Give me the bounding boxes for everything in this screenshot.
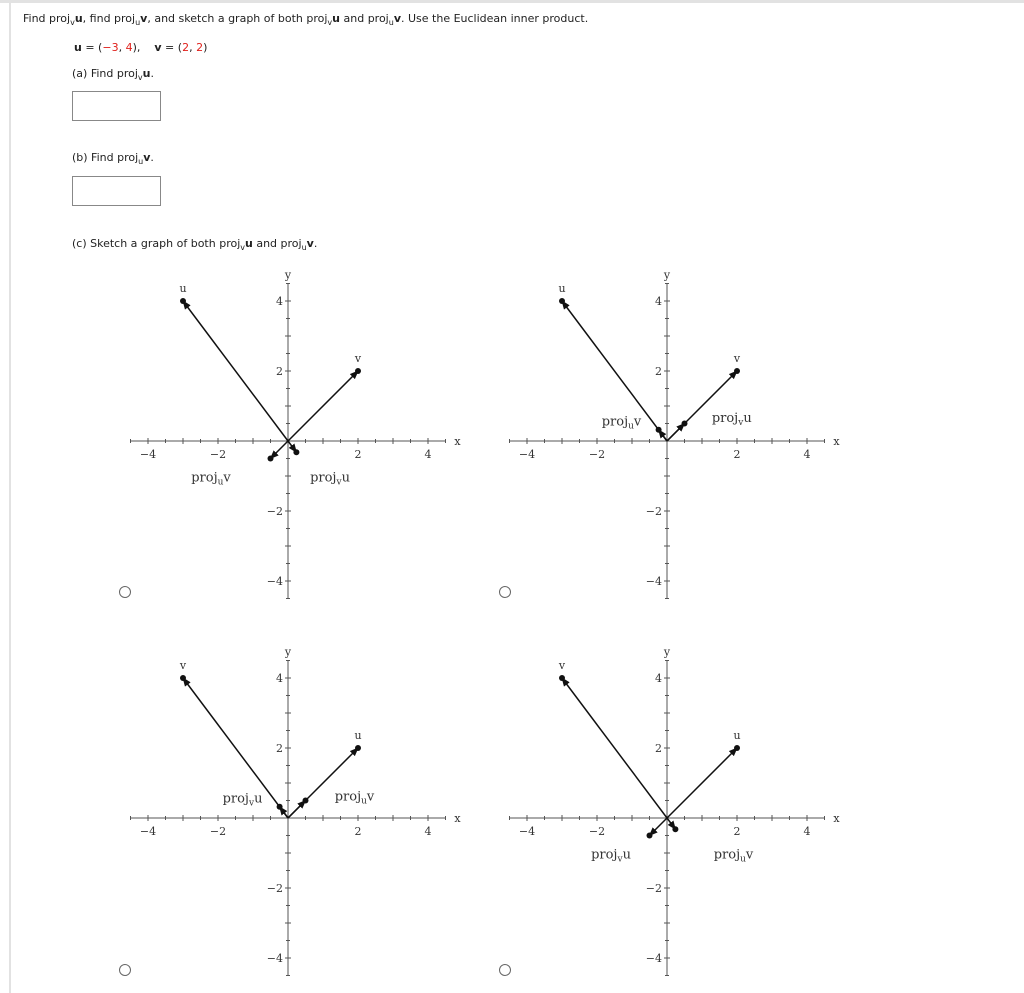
- vector-endpoint: [559, 675, 565, 681]
- y-axis-label: y: [284, 268, 292, 282]
- vec: u: [142, 67, 151, 80]
- y-tick-label: 4: [655, 672, 662, 685]
- vector-label: u: [733, 729, 741, 742]
- y-tick-label: 2: [276, 742, 283, 755]
- y-tick-label: 4: [655, 295, 662, 308]
- vector-u-line: [667, 748, 737, 818]
- q-vec: u: [74, 12, 83, 25]
- proj-sub: u: [740, 854, 746, 865]
- vector-endpoint: [180, 675, 186, 681]
- proj-base: proj: [334, 789, 362, 805]
- y-axis-label: y: [663, 268, 671, 282]
- proj-sub: v: [617, 854, 623, 865]
- x-tick-label: −4: [518, 448, 536, 461]
- vector-endpoint: [180, 298, 186, 304]
- proj-base: proj: [601, 414, 629, 430]
- vec: v: [143, 151, 151, 164]
- x-tick-label: −2: [588, 825, 606, 838]
- vector-v-line: [562, 678, 667, 818]
- eq: = (: [161, 41, 183, 54]
- proj-vec: u: [743, 410, 752, 426]
- vector-endpoint: [355, 368, 361, 374]
- v-label: v: [154, 41, 162, 54]
- x-tick-label: 4: [424, 448, 432, 461]
- text: (c) Sketch a graph of both proj: [72, 237, 241, 250]
- q-vec: v: [140, 12, 148, 25]
- vector-endpoint: [268, 456, 274, 462]
- y-tick-label: 2: [276, 365, 283, 378]
- graph-option-3: [120, 637, 480, 977]
- proj-base: proj: [713, 847, 741, 863]
- x-axis-label: x: [833, 435, 840, 448]
- proj-vec: v: [745, 847, 754, 863]
- y-tick-label: −2: [645, 505, 662, 518]
- y-axis-label: y: [284, 645, 292, 659]
- vector-endpoint: [734, 745, 740, 751]
- vector-endpoint: [293, 449, 299, 455]
- given-vectors: [74, 41, 207, 54]
- proj-vec: v: [223, 470, 231, 486]
- q-text: and proj: [340, 12, 389, 25]
- x-tick-label: 2: [354, 825, 362, 838]
- x-tick-label: 4: [803, 448, 811, 461]
- part-c-label: [72, 237, 317, 250]
- q-text: . Use the Euclidean inner product.: [401, 12, 589, 25]
- vector-plot: [499, 260, 859, 600]
- v-x: 2: [182, 41, 190, 54]
- v-y: 2: [196, 41, 204, 54]
- vector-plot: [120, 637, 480, 977]
- proj-base: proj: [310, 470, 337, 486]
- vector-label: v: [179, 659, 187, 672]
- y-axis-label: y: [663, 645, 671, 659]
- u-y: 4: [125, 41, 133, 54]
- sub: v: [240, 243, 245, 252]
- part-a-label: [72, 67, 154, 80]
- proj-sub: v: [336, 477, 342, 488]
- projection-label: [602, 414, 642, 431]
- x-tick-label: 4: [803, 825, 811, 838]
- projection-label: [712, 411, 752, 428]
- x-tick-label: 2: [733, 825, 741, 838]
- vector-endpoint: [656, 427, 662, 433]
- x-tick-label: −2: [209, 825, 227, 838]
- proj-vec: u: [622, 847, 631, 863]
- vector-plot: [120, 260, 480, 600]
- vector-u-line: [183, 301, 288, 441]
- x-axis-label: x: [454, 435, 461, 448]
- part-b-answer-input[interactable]: [72, 176, 161, 206]
- vector-endpoint: [277, 804, 283, 810]
- x-tick-label: 2: [354, 448, 362, 461]
- y-tick-label: 2: [655, 742, 662, 755]
- projection-label: [223, 791, 263, 808]
- radio-option-1[interactable]: [119, 586, 131, 598]
- q-vec: v: [393, 12, 401, 25]
- proj-vec: v: [366, 789, 375, 805]
- x-tick-label: −2: [588, 448, 606, 461]
- close: ): [203, 41, 208, 54]
- u-x: −3: [102, 41, 119, 54]
- vector-v-line: [288, 371, 358, 441]
- x-tick-label: 2: [733, 448, 741, 461]
- y-tick-label: −4: [266, 575, 283, 588]
- proj-sub: u: [217, 477, 224, 488]
- vector-projection-line: [667, 424, 685, 442]
- vector-label: u: [354, 729, 362, 742]
- projection-label: [591, 847, 631, 864]
- y-tick-label: 4: [276, 295, 283, 308]
- comma: ,: [189, 41, 197, 54]
- text: .: [313, 237, 318, 250]
- top-border: [0, 0, 1024, 3]
- y-tick-label: −4: [645, 952, 662, 965]
- graph-option-2: [499, 260, 859, 600]
- q-sub: v: [70, 18, 75, 27]
- x-tick-label: −4: [518, 825, 536, 838]
- q-sub: u: [388, 18, 394, 27]
- proj-base: proj: [222, 791, 249, 807]
- x-tick-label: −2: [209, 448, 227, 461]
- text: .: [150, 67, 154, 80]
- vector-endpoint: [734, 368, 740, 374]
- projection-label: [714, 847, 754, 864]
- comma: ,: [118, 41, 126, 54]
- q-vec: u: [332, 12, 340, 25]
- vector-label: u: [179, 282, 187, 295]
- vector-plot: [499, 637, 859, 977]
- proj-base: proj: [191, 470, 218, 486]
- vector-endpoint: [647, 833, 653, 839]
- vector-endpoint: [559, 298, 565, 304]
- vector-label: v: [558, 659, 566, 672]
- x-axis-label: x: [833, 812, 840, 825]
- vector-projection-line: [650, 818, 668, 836]
- left-border: [9, 3, 11, 993]
- proj-vec: u: [254, 791, 263, 807]
- part-a-answer-input[interactable]: [72, 91, 161, 121]
- vector-projection-line: [271, 441, 289, 459]
- vector-endpoint: [355, 745, 361, 751]
- projection-label: [191, 470, 231, 487]
- vector-label: v: [354, 352, 362, 365]
- y-tick-label: 4: [276, 672, 283, 685]
- q-sub: v: [327, 18, 333, 27]
- radio-option-3[interactable]: [119, 964, 131, 976]
- y-tick-label: −4: [266, 952, 283, 965]
- proj-base: proj: [711, 410, 739, 426]
- y-tick-label: −2: [266, 882, 283, 895]
- q-text: , find proj: [82, 12, 136, 25]
- proj-sub: u: [628, 421, 634, 432]
- vector-endpoint: [672, 826, 678, 832]
- vec: v: [306, 237, 314, 250]
- sub: u: [138, 157, 144, 166]
- proj-base: proj: [591, 847, 618, 863]
- text: and proj: [252, 237, 302, 250]
- q-text: , and sketch a graph of both proj: [147, 12, 328, 25]
- proj-sub: v: [738, 417, 744, 428]
- text: (b) Find proj: [72, 151, 139, 164]
- question-text: [23, 12, 588, 25]
- y-tick-label: −2: [266, 505, 283, 518]
- close: ),: [132, 41, 141, 54]
- graph-option-1: [120, 260, 480, 600]
- y-tick-label: −2: [645, 882, 662, 895]
- u-label: u: [74, 41, 82, 54]
- vector-label: v: [733, 352, 741, 365]
- projection-label: [335, 790, 375, 807]
- vec: u: [245, 237, 253, 250]
- sub: u: [301, 243, 307, 252]
- y-tick-label: 2: [655, 365, 662, 378]
- x-axis-label: x: [454, 812, 461, 825]
- text: .: [150, 151, 154, 164]
- radio-option-2[interactable]: [499, 586, 511, 598]
- q-sub: u: [135, 18, 141, 27]
- proj-sub: v: [248, 798, 255, 809]
- eq: = (: [81, 41, 103, 54]
- vector-projection-line: [288, 801, 306, 819]
- y-tick-label: −4: [645, 575, 662, 588]
- vector-endpoint: [682, 421, 688, 427]
- proj-sub: u: [361, 796, 367, 807]
- radio-option-4[interactable]: [499, 964, 511, 976]
- proj-vec: u: [341, 470, 350, 486]
- sub: v: [137, 73, 143, 82]
- vector-endpoint: [303, 798, 309, 804]
- part-b-label: [72, 151, 154, 164]
- vector-label: u: [558, 282, 566, 295]
- proj-vec: v: [633, 414, 642, 430]
- x-tick-label: 4: [424, 825, 432, 838]
- q-text: Find proj: [23, 12, 71, 25]
- graph-option-4: [499, 637, 859, 977]
- x-tick-label: −4: [139, 448, 157, 461]
- projection-label: [310, 470, 350, 487]
- text: (a) Find proj: [72, 67, 138, 80]
- x-tick-label: −4: [139, 825, 157, 838]
